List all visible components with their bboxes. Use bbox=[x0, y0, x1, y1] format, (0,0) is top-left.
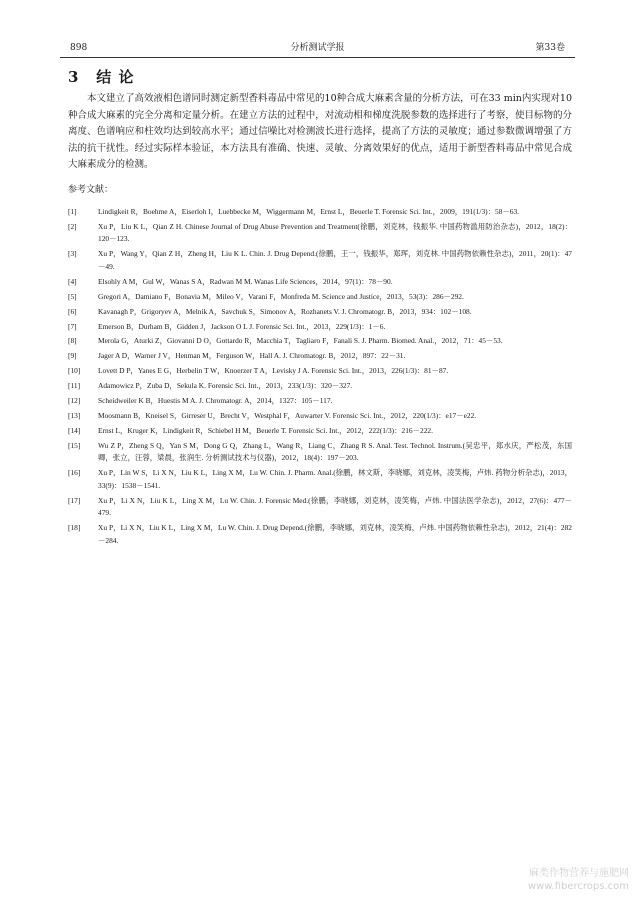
reference-text: Kavanagh P，Grigoryev A，Melnik A，Savchuk S，Simonov A，Rozhanets V. J. Chromatogr. B，2013，934：102－108. bbox=[98, 306, 472, 316]
reference-item bbox=[68, 276, 572, 289]
reference-number: [16] bbox=[68, 468, 81, 478]
volume-label: 第33卷 bbox=[535, 43, 565, 53]
reference-number: [1] bbox=[68, 207, 77, 216]
reference-item bbox=[68, 206, 572, 219]
reference-item bbox=[68, 291, 572, 304]
reference-text: Xu P，Liu K L，Qian Z H. Chinese Journal of Drug Abuse Prevention and Treatment(徐鹏，刘克林，钱振华. 中国药物滥用防治杂志)，2012，18(2)：120－123. bbox=[98, 221, 572, 244]
watermark-site-name: 麻类作物营养与施肥网 bbox=[529, 868, 629, 879]
reference-text: Wu Z P，Zheng S Q，Yan S M，Dong G Q，Zhang L，Wang R，Liang C，Zhang R S. Anal. Test. Technol. Instrum.(吴忠平，郑水庆，严松茂，东国卿，张立，汪蓉，梁晨，张润生. 分析测试技术与仪器)，2012，18(4)：197－203. bbox=[98, 440, 572, 463]
reference-text: Xu P，Li X N，Liu K L，Ling X M，Lu W. Chin. J. Drug Depend.(徐鹏，李晓娜，刘克林，凌笑梅，卢炜. 中国药物依赖性杂志)，2012，21(4)：282－284. bbox=[98, 523, 572, 545]
reference-text: Jager A D，Warner J V，Henman M，Ferguson W，Hall A. J. Chromatogr. B，2012，897：22－31. bbox=[98, 351, 406, 361]
reference-number: [11] bbox=[68, 381, 81, 391]
conclusion-paragraph: 本文建立了高效液相色谱同时测定新型香料毒品中常见的10种合成大麻素含量的分析方法，可在33 min内实现对10种合成大麻素的完全分离和定量分析。在建立方法的过程中，对流动相和梯度洗脱参数的选择进行了考察，使目标物的分离度、色谱响应和柱效均达到较高水平；通过信噪比对检测波长进行选择，提高了方法的灵敏度；通过参数微调增强了方法的抗干扰性。经过实际样本验证，本方法具有准确、快速、灵敏、分离效果好的优点，适用于新型香料毒品中常见合成大麻素成分的检测。 bbox=[68, 93, 572, 170]
watermark-url: www.fibercrops.com bbox=[527, 881, 629, 892]
reference-number: [2] bbox=[68, 221, 77, 231]
reference-number: [6] bbox=[68, 306, 77, 316]
reference-item bbox=[68, 410, 572, 423]
reference-text: Scheidweiler K B，Huestis M A. J. Chromatogr. A，2014，1327：105－117. bbox=[98, 395, 333, 405]
reference-number: [7] bbox=[68, 321, 77, 331]
reference-text: Elsohly A M，Gul W，Wanas S A，Radwan M M. Wanas Life Sciences，2014，97(1)：78－90. bbox=[98, 276, 393, 286]
reference-number: [17] bbox=[68, 495, 81, 505]
reference-item bbox=[68, 380, 572, 393]
reference-number: [12] bbox=[68, 395, 81, 405]
reference-item bbox=[68, 350, 572, 363]
reference-text: Lovett D P，Yanes E G，Herbelin T W，Knoerzer T A，Levisky J A. Forensic Sci. Int.，2013，226(1/3)：81－87. bbox=[98, 366, 449, 376]
reference-item bbox=[68, 440, 572, 465]
reference-list bbox=[68, 206, 572, 550]
reference-item bbox=[68, 495, 572, 520]
journal-title: 分析测试学报 bbox=[290, 43, 345, 53]
section-number: 3 bbox=[68, 68, 80, 86]
reference-text: Gregori A，Damiano F，Bonavia M，Mileo V，Varani F，Monfreda M. Science and Justice，2013，53(3)：286－292. bbox=[98, 291, 464, 301]
reference-text: Xu P，Li X N，Liu K L，Ling X M，Lu W. Chin. J. Forensic Med.(徐鹏，李晓娜，刘克林，凌笑梅，卢炜. 中国法医学杂志)，2012，27(6)：477－479. bbox=[98, 495, 572, 518]
reference-text: Xu P，Wang Y，Qian Z H，Zheng H，Liu K L. Chin. J. Drug Depend.(徐鹏，王一，钱振华，郑珲，刘克林. 中国药物依赖性杂志)，2011，20(1)：47－49. bbox=[98, 249, 572, 271]
reference-text: Merola G，Aturki Z，Giovanni D O，Gottardo R，Macchia T，Tagliaro F，Fanali S. J. Pharm. Biomed. Anal.，2012，71：45－53. bbox=[98, 336, 503, 346]
reference-text: Ernst L，Kruger K，Lindigkeit R，Schiebel H M，Beuerle T. Forensic Sci. Int.，2012，222(1/3)：216－222. bbox=[98, 425, 433, 435]
page-number: 898 bbox=[70, 43, 88, 53]
reference-number: [10] bbox=[68, 366, 81, 376]
reference-item bbox=[68, 522, 572, 547]
reference-number: [9] bbox=[68, 351, 77, 361]
reference-number: [18] bbox=[68, 523, 81, 533]
reference-text: Moosmann B，Kneisel S，Girreser U，Brecht V，Westphal F，Auwarter V. Forensic Sci. Int.，2012，220(1/3)：e17－e22. bbox=[98, 410, 477, 420]
reference-item bbox=[68, 395, 572, 408]
reference-number: [4] bbox=[68, 276, 77, 286]
section-title: 结 论 bbox=[96, 68, 135, 86]
reference-text: Adamowicz P，Zuba D，Sekula K. Forensic Sci. Int.，2013，233(1/3)：320－327. bbox=[98, 381, 353, 391]
reference-item bbox=[68, 248, 572, 273]
reference-text: Xu P，Lin W S，Li X N，Liu K L，Ling X M，Lu W. Chin. J. Pharm. Anal.(徐鹏，林文斯，李晓娜，刘克林，凌笑梅，卢炜. 药物分析杂志)，2013，33(9)：1538－1541. bbox=[98, 468, 572, 490]
reference-item bbox=[68, 306, 572, 319]
reference-item bbox=[68, 221, 572, 246]
reference-number: [8] bbox=[68, 336, 77, 346]
reference-number: [5] bbox=[68, 291, 77, 301]
reference-item bbox=[68, 365, 572, 378]
references-heading: 参考文献： bbox=[68, 185, 114, 195]
reference-number: [15] bbox=[68, 440, 81, 450]
reference-number: [13] bbox=[68, 410, 81, 420]
reference-number: [3] bbox=[68, 249, 77, 259]
reference-text: Emerson B，Durham B，Gidden J，Jackson O L J. Forensic Sci. Int.，2013，229(1/3)：1－6. bbox=[98, 321, 386, 331]
page-header bbox=[60, 41, 575, 58]
reference-item bbox=[68, 335, 572, 348]
reference-number: [14] bbox=[68, 425, 81, 435]
watermark bbox=[528, 867, 629, 893]
reference-text: Lindigkeit R，Boehme A，Eiserloh I，Luebbecke M，Wiggermann M，Ernst L，Beuerle T. Forensic Sci. Int.，2009，191(1/3)：58－63. bbox=[98, 207, 520, 216]
reference-item bbox=[68, 321, 572, 334]
section-heading bbox=[68, 68, 134, 86]
reference-item bbox=[68, 467, 572, 492]
reference-item bbox=[68, 425, 572, 438]
